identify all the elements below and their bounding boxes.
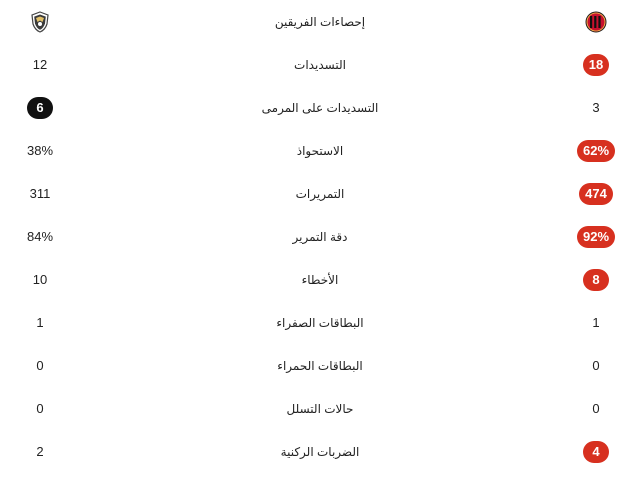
left-team-cell [10, 0, 70, 43]
left-value-cell [10, 344, 70, 387]
stat-row [0, 430, 640, 473]
left-team-value: 84% [26, 229, 54, 244]
stat-label: التسديدات [294, 57, 346, 72]
stat-row [0, 258, 640, 301]
stat-row [0, 387, 640, 430]
right-value-cell [566, 43, 626, 86]
left-team-value: 0 [36, 401, 44, 416]
left-team-value: 1 [36, 315, 44, 330]
left-value-cell [10, 129, 70, 172]
left-value-cell [10, 172, 70, 215]
right-value-cell [566, 344, 626, 387]
stat-row [0, 215, 640, 258]
ac-milan-crest-icon [585, 11, 607, 33]
stat-row [0, 344, 640, 387]
left-value-cell [10, 86, 70, 129]
left-team-value: 311 [29, 186, 51, 201]
left-team-value: 10 [32, 272, 48, 287]
stat-row [0, 86, 640, 129]
right-team-cell [566, 0, 626, 43]
stat-label: البطاقات الصفراء [276, 315, 364, 330]
right-team-value: 62% [577, 140, 615, 162]
left-value-cell [10, 430, 70, 473]
stat-label: التسديدات على المرمى [261, 100, 379, 115]
right-value-cell [566, 172, 626, 215]
stat-label: الاستحواذ [296, 143, 344, 158]
stat-row [0, 172, 640, 215]
right-team-value: 0 [592, 358, 600, 373]
right-value-cell [566, 301, 626, 344]
stat-row [0, 43, 640, 86]
right-value-cell [566, 387, 626, 430]
right-team-value: 8 [583, 269, 609, 291]
stats-title: إحصاءات الفريقين [274, 14, 366, 29]
right-team-value: 92% [577, 226, 615, 248]
udinese-crest-icon [29, 11, 51, 33]
left-value-cell [10, 258, 70, 301]
right-value-cell [566, 215, 626, 258]
left-team-value: 12 [32, 57, 48, 72]
stat-label: التمريرات [295, 186, 345, 201]
left-value-cell [10, 301, 70, 344]
stat-label: الأخطاء [301, 272, 339, 287]
stat-label: الضربات الركنية [280, 444, 360, 459]
stat-row [0, 129, 640, 172]
stats-header-row [0, 0, 640, 43]
right-team-value: 4 [583, 441, 609, 463]
right-value-cell [566, 86, 626, 129]
left-team-value: 38% [26, 143, 54, 158]
right-team-value: 3 [592, 100, 600, 115]
left-value-cell [10, 43, 70, 86]
stat-row [0, 301, 640, 344]
right-team-value: 474 [579, 183, 613, 205]
right-value-cell [566, 129, 626, 172]
left-team-value: 2 [36, 444, 44, 459]
right-team-value: 1 [592, 315, 600, 330]
left-team-value: 0 [36, 358, 44, 373]
stat-label: البطاقات الحمراء [277, 358, 363, 373]
right-team-value: 18 [583, 54, 609, 76]
stat-label: حالات التسلل [286, 401, 354, 416]
right-value-cell [566, 430, 626, 473]
left-value-cell [10, 215, 70, 258]
right-value-cell [566, 258, 626, 301]
left-value-cell [10, 387, 70, 430]
stat-label: دقة التمرير [292, 229, 348, 244]
right-team-value: 0 [592, 401, 600, 416]
left-team-value: 6 [27, 97, 53, 119]
